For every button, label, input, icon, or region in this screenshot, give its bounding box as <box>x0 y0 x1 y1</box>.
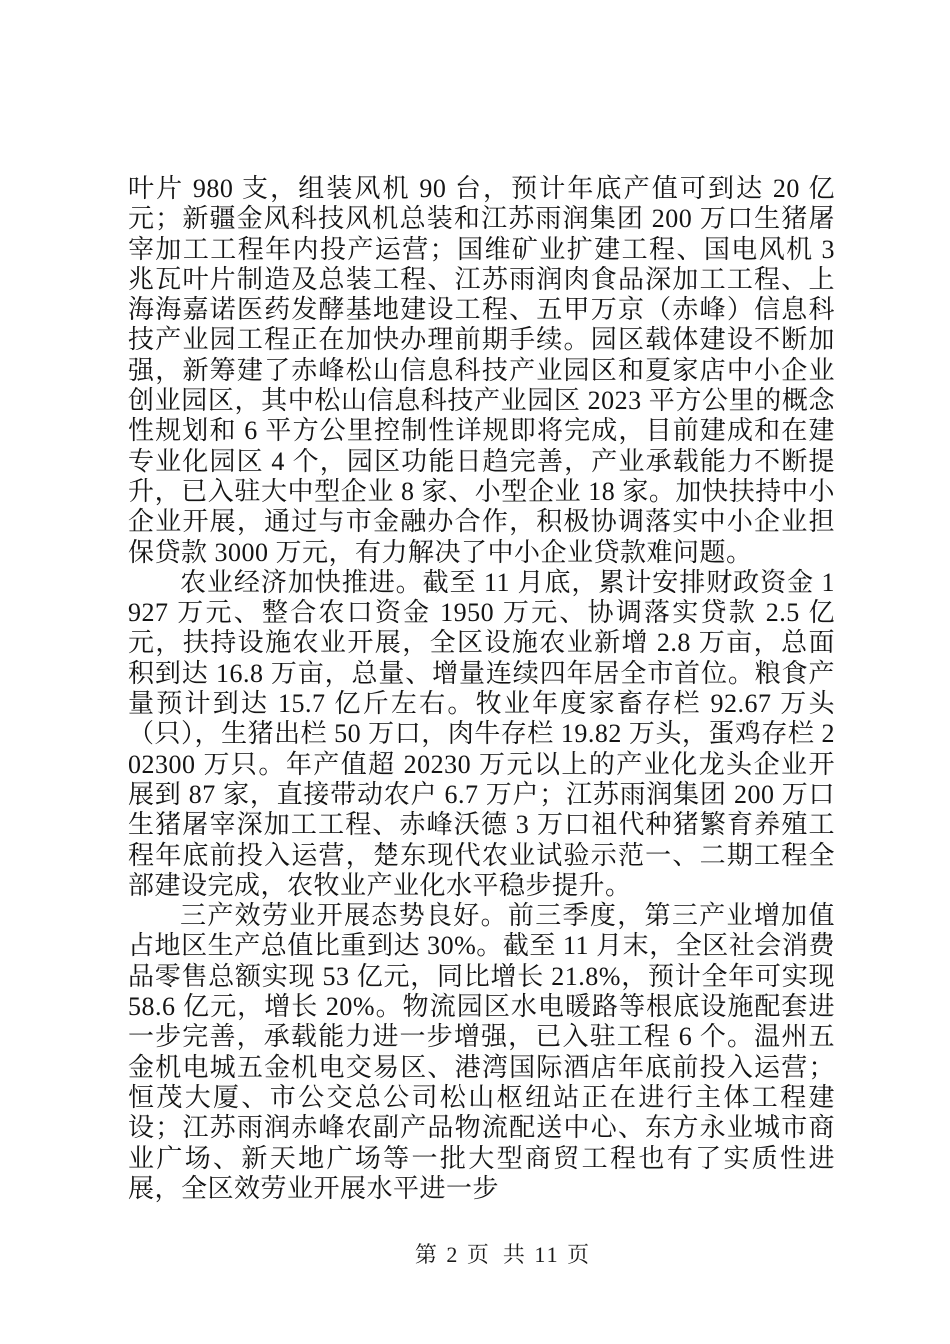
page-footer <box>28 1242 950 1268</box>
paragraph-agriculture: 农业经济加快推进。截至 11 月底，累计安排财政资金 1927 万元、整合农口资金 1950 万元、协调落实贷款 2.5 亿元，扶持设施农业开展，全区设施农业新增 2.8 万亩，总面积到达 16.8 万亩，总量、增量连续四年居全市首位。粮食产量预计到达 15.7 亿斤左右。牧业年度家畜存栏 92.67 万头（只），生猪出栏 50 万口，肉牛存栏 19.82 万头，蛋鸡存栏 202300 万只。年产值超 20230 万元以上的产业化龙头企业开展到 87 家，直接带动农户 6.7 万户；江苏雨润集团 200 万口生猪屠宰深加工工程、赤峰沃德 3 万口祖代种猪繁育养殖工程年底前投入运营，楚东现代农业试验示范一、二期工程全部建设完成，农牧业产业化水平稳步提升。 <box>128 567 835 900</box>
page-total-label: 共 11 页 <box>502 1242 592 1267</box>
page-number-label: 第 2 页 <box>414 1242 491 1267</box>
document-body <box>128 174 835 1204</box>
paragraph-continued: 叶片 980 支，组装风机 90 台，预计年底产值可到达 20 亿元；新疆金风科技风机总装和江苏雨润集团 200 万口生猪屠宰加工工程年内投产运营；国维矿业扩建工程、国电风机 3 兆瓦叶片制造及总装工程、江苏雨润肉食品深加工工程、上海海嘉诺医药发酵基地建设工程、五甲万京（赤峰）信息科技产业园工程正在加快办理前期手续。园区载体建设不断加强，新筹建了赤峰松山信息科技产业园区和夏家店中小企业创业园区，其中松山信息科技产业园区 2023 平方公里的概念性规划和 6 平方公里控制性详规即将完成，目前建成和在建专业化园区 4 个，园区功能日趋完善，产业承载能力不断提升，已入驻大中型企业 8 家、小型企业 18 家。加快扶持中小企业开展，通过与市金融办合作，积极协调落实中小企业担保贷款 3000 万元，有力解决了中小企业贷款难问题。 <box>128 174 835 567</box>
paragraph-tertiary-industry: 三产效劳业开展态势良好。前三季度，第三产业增加值占地区生产总值比重到达 30%。截至 11 月末，全区社会消费品零售总额实现 53 亿元，同比增长 21.8%，预计全年可实现 58.6 亿元，增长 20%。物流园区水电暖路等根底设施配套进一步完善，承载能力进一步增强，已入驻工程 6 个。温州五金机电城五金机电交易区、港湾国际酒店年底前投入运营；恒茂大厦、市公交总公司松山枢纽站正在进行主体工程建设；江苏雨润赤峰农副产品物流配送中心、东方永业城市商业广场、新天地广场等一批大型商贸工程也有了实质性进展，全区效劳业开展水平进一步 <box>128 901 835 1203</box>
